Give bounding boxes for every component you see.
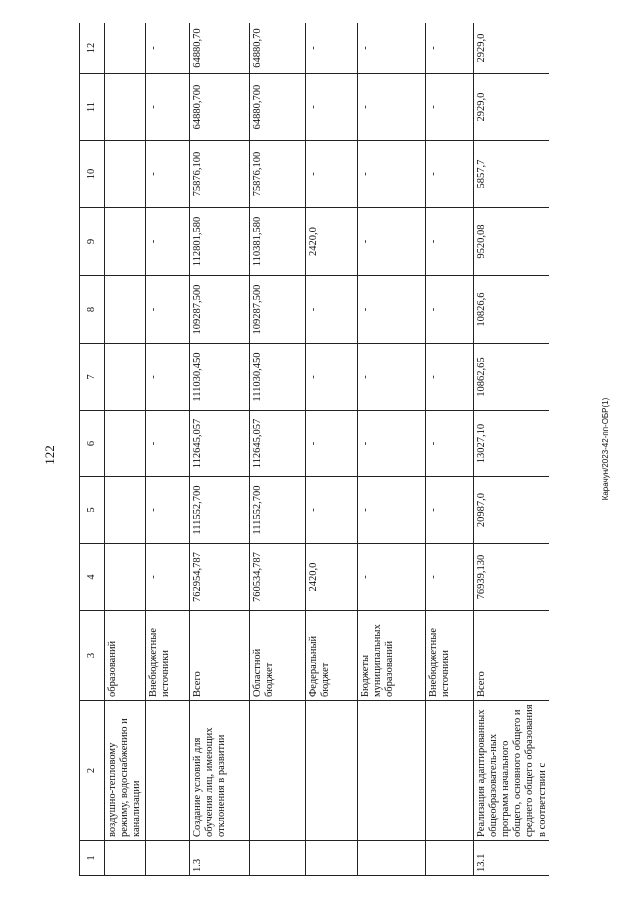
amount-cell: 2929,0 bbox=[474, 23, 549, 74]
amount-cell: - bbox=[306, 411, 358, 477]
row-number-cell bbox=[306, 841, 358, 876]
amount-cell: - bbox=[358, 544, 426, 611]
amount-cell: - bbox=[358, 411, 426, 477]
activity-name-cell bbox=[358, 701, 426, 841]
rotated-table bbox=[79, 23, 549, 876]
table-body bbox=[80, 23, 550, 876]
column-header: 7 bbox=[80, 344, 105, 411]
row-number-cell bbox=[358, 841, 426, 876]
amount-cell: - bbox=[146, 411, 190, 477]
amount-cell: 5857,7 bbox=[474, 141, 549, 208]
amount-cell: - bbox=[426, 74, 474, 141]
table-row bbox=[474, 23, 549, 876]
amount-cell: 75876,100 bbox=[250, 141, 306, 208]
table-row bbox=[358, 23, 426, 876]
amount-cell bbox=[105, 477, 146, 544]
amount-cell: 112645,057 bbox=[250, 411, 306, 477]
amount-cell: 760534,787 bbox=[250, 544, 306, 611]
column-header: 11 bbox=[80, 74, 105, 141]
amount-cell: - bbox=[358, 141, 426, 208]
amount-cell: 112801,580 bbox=[190, 208, 250, 276]
activity-name-cell: Реализация адаптированных общеобразователь-ных программ начального общего, основного общего и среднего общего образования в соответствии с bbox=[474, 701, 549, 841]
amount-cell: - bbox=[358, 276, 426, 344]
budget-table bbox=[79, 23, 549, 876]
amount-cell: 111030,450 bbox=[190, 344, 250, 411]
amount-cell: - bbox=[358, 23, 426, 74]
table-row bbox=[250, 23, 306, 876]
column-header: 12 bbox=[80, 23, 105, 74]
amount-cell bbox=[105, 544, 146, 611]
amount-cell: 110381,580 bbox=[250, 208, 306, 276]
amount-cell: - bbox=[306, 344, 358, 411]
row-number-cell: 1.3 bbox=[190, 841, 250, 876]
amount-cell: - bbox=[358, 74, 426, 141]
budget-table-container bbox=[79, 23, 549, 876]
row-number-cell bbox=[105, 841, 146, 876]
amount-cell: 2929,0 bbox=[474, 74, 549, 141]
amount-cell: 64880,700 bbox=[190, 74, 250, 141]
amount-cell: 109287,500 bbox=[250, 276, 306, 344]
amount-cell: - bbox=[146, 208, 190, 276]
column-header: 8 bbox=[80, 276, 105, 344]
amount-cell: 75876,100 bbox=[190, 141, 250, 208]
amount-cell: 20987,0 bbox=[474, 477, 549, 544]
amount-cell: 111552,700 bbox=[190, 477, 250, 544]
row-number-cell bbox=[250, 841, 306, 876]
activity-name-cell bbox=[306, 701, 358, 841]
table-row bbox=[105, 23, 146, 876]
page-number: 122 bbox=[42, 445, 57, 465]
row-number-cell bbox=[426, 841, 474, 876]
amount-cell bbox=[105, 344, 146, 411]
column-header: 6 bbox=[80, 411, 105, 477]
column-header: 5 bbox=[80, 477, 105, 544]
amount-cell: - bbox=[306, 477, 358, 544]
column-header: 2 bbox=[80, 701, 105, 841]
amount-cell: - bbox=[426, 276, 474, 344]
amount-cell: - bbox=[426, 23, 474, 74]
activity-name-cell bbox=[146, 701, 190, 841]
amount-cell: - bbox=[146, 141, 190, 208]
amount-cell: - bbox=[426, 544, 474, 611]
amount-cell: - bbox=[426, 477, 474, 544]
column-number-row bbox=[80, 23, 105, 876]
amount-cell: 13027,10 bbox=[474, 411, 549, 477]
amount-cell: 64880,70 bbox=[190, 23, 250, 74]
amount-cell: - bbox=[358, 344, 426, 411]
amount-cell: 64880,700 bbox=[250, 74, 306, 141]
amount-cell: - bbox=[146, 544, 190, 611]
amount-cell: 111552,700 bbox=[250, 477, 306, 544]
activity-name-cell: Создание условий для обучения лиц, имеющих отклонения в развитии bbox=[190, 701, 250, 841]
amount-cell: - bbox=[306, 74, 358, 141]
amount-cell bbox=[105, 23, 146, 74]
amount-cell: - bbox=[426, 141, 474, 208]
amount-cell: 76939,130 bbox=[474, 544, 549, 611]
amount-cell: 109287,500 bbox=[190, 276, 250, 344]
table-row bbox=[146, 23, 190, 876]
amount-cell: - bbox=[306, 23, 358, 74]
amount-cell bbox=[105, 411, 146, 477]
activity-name-cell bbox=[250, 701, 306, 841]
funding-source-cell: Областной бюджет bbox=[250, 611, 306, 701]
amount-cell: 112645,057 bbox=[190, 411, 250, 477]
amount-cell: 9520,08 bbox=[474, 208, 549, 276]
funding-source-cell: Бюджеты муниципальных образований bbox=[358, 611, 426, 701]
amount-cell: - bbox=[146, 344, 190, 411]
amount-cell: 2420,0 bbox=[306, 208, 358, 276]
table-row bbox=[306, 23, 358, 876]
amount-cell: 762954,787 bbox=[190, 544, 250, 611]
funding-source-cell: Федеральный бюджет bbox=[306, 611, 358, 701]
amount-cell: - bbox=[426, 208, 474, 276]
funding-source-cell: Всего bbox=[474, 611, 549, 701]
column-header: 3 bbox=[80, 611, 105, 701]
amount-cell: - bbox=[146, 276, 190, 344]
amount-cell: 64880,70 bbox=[250, 23, 306, 74]
row-number-cell bbox=[146, 841, 190, 876]
funding-source-cell: Внебюджетные источники bbox=[426, 611, 474, 701]
amount-cell bbox=[105, 276, 146, 344]
amount-cell: - bbox=[146, 74, 190, 141]
column-header: 1 bbox=[80, 841, 105, 876]
funding-source-cell: Внебюджетные источники bbox=[146, 611, 190, 701]
activity-name-cell bbox=[426, 701, 474, 841]
amount-cell bbox=[105, 208, 146, 276]
amount-cell: - bbox=[426, 411, 474, 477]
amount-cell: - bbox=[358, 477, 426, 544]
column-header: 9 bbox=[80, 208, 105, 276]
funding-source-cell: образований bbox=[105, 611, 146, 701]
amount-cell: - bbox=[306, 276, 358, 344]
activity-name-cell: воздушно-тепловому режиму, водоснабжению и канализации bbox=[105, 701, 146, 841]
document-side-code: Карачун/2023-42-пп-ОБР(1) bbox=[601, 397, 610, 501]
amount-cell: 10862,65 bbox=[474, 344, 549, 411]
amount-cell bbox=[105, 141, 146, 208]
amount-cell: - bbox=[358, 208, 426, 276]
funding-source-cell: Всего bbox=[190, 611, 250, 701]
amount-cell: 10826,6 bbox=[474, 276, 549, 344]
amount-cell: 111030,450 bbox=[250, 344, 306, 411]
amount-cell: 2420,0 bbox=[306, 544, 358, 611]
amount-cell: - bbox=[306, 141, 358, 208]
amount-cell: - bbox=[146, 23, 190, 74]
amount-cell bbox=[105, 74, 146, 141]
column-header: 4 bbox=[80, 544, 105, 611]
table-row bbox=[190, 23, 250, 876]
amount-cell: - bbox=[146, 477, 190, 544]
column-header: 10 bbox=[80, 141, 105, 208]
row-number-cell: 13.1 bbox=[474, 841, 549, 876]
amount-cell: - bbox=[426, 344, 474, 411]
table-row bbox=[426, 23, 474, 876]
